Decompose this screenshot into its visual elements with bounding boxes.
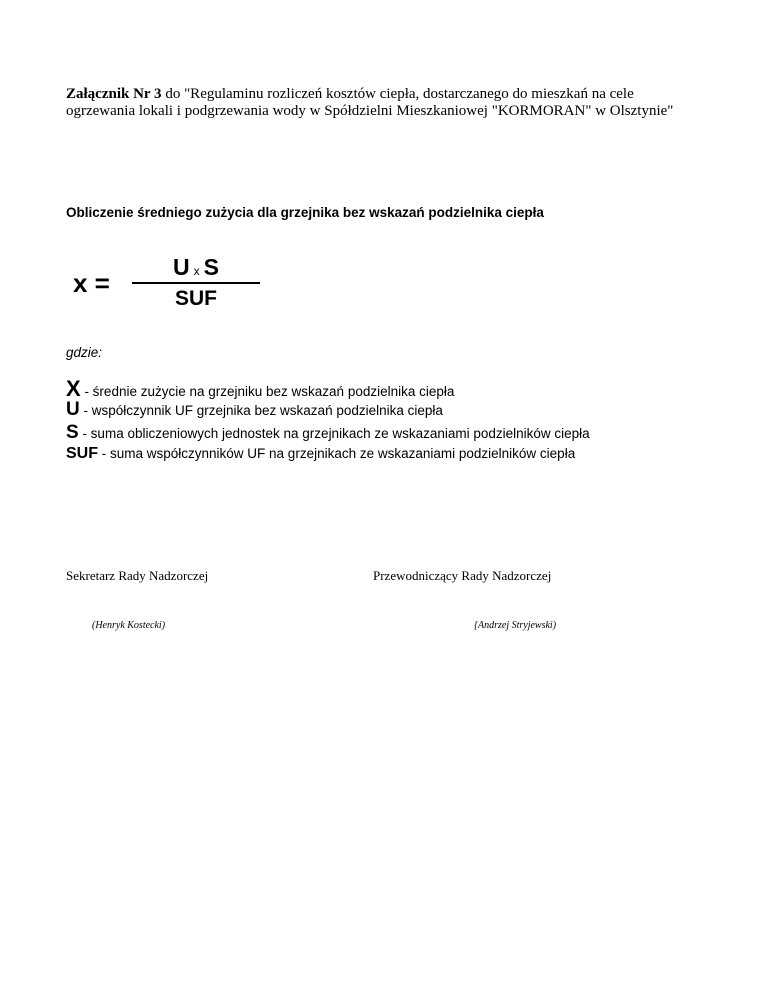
annex-number: Załącznik Nr 3 [66,86,162,102]
formula-denominator: SUF [175,287,217,310]
document-header [66,86,686,120]
chairman-name: {Andrzej Stryjewski) [474,620,557,631]
definition-u [66,399,590,422]
numerator-u: U [173,254,190,280]
definition-symbol: S [66,422,79,443]
definition-text: - suma współczynników UF na grzejnikach ze wskazaniami podzielników ciepła [98,446,576,461]
definition-symbol: SUF [66,445,98,462]
formula-numerator [132,254,260,284]
where-label: gdzie: [66,345,103,360]
secretary-label: Sekretarz Rady Nadzorczej [66,568,209,583]
definitions-list [66,376,590,468]
definition-text: - współczynnik UF grzejnika bez wskazań podzielnika ciepła [79,403,443,418]
numerator-operator: x [193,264,200,278]
annex-description: do "Regulaminu rozliczeń kosztów ciepła, dostarczanego do mieszkań na cele ogrzewania lokali i podgrzewania wody w Spółdzielni Mieszkaniowej "KORMORAN" w Olsztynie" [66,86,674,119]
formula-lhs: x = [73,268,110,298]
definition-text: - średnie zużycie na grzejniku bez wskazań podzielnika ciepła [80,384,455,399]
definition-symbol: X [66,376,81,401]
definition-suf [66,445,590,468]
fraction-line [132,282,260,284]
chairman-label: Przewodniczący Rady Nadzorczej [373,568,552,583]
definition-text: - suma obliczeniowych jednostek na grzejnikach ze wskazaniami podzielników ciepła [78,426,590,441]
definition-symbol: U [66,399,80,420]
secretary-name: (Henryk Kostecki) [92,620,166,631]
section-title: Obliczenie średniego zużycia dla grzejnika bez wskazań podzielnika ciepła [66,205,544,220]
definition-x [66,376,590,399]
definition-s [66,422,590,445]
numerator-s: S [203,254,219,280]
